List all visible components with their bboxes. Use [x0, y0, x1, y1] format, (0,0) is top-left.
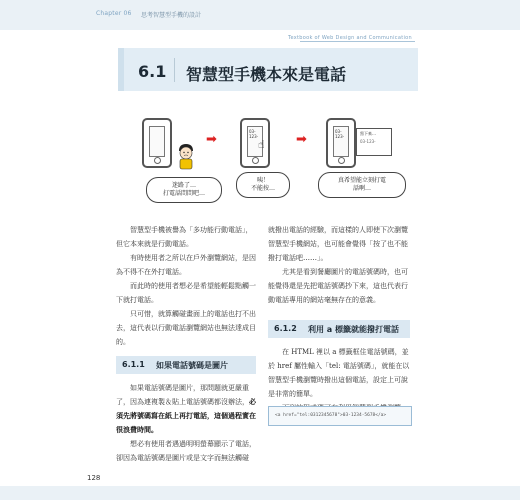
page-number: 128 — [87, 474, 101, 482]
phone-illustration-3 — [326, 118, 356, 168]
phone-illustration-2 — [240, 118, 270, 168]
paragraph: 只可惜，就算觸碰畫面上的電話也打不出去，這代表以行動電話瀏覽網站也無法達成目的。 — [116, 310, 256, 346]
paragraph: 想必有使用者遇過明明螢幕顯示了電話，卻因為電話號碼是圖片或是文字而無法觸碰 — [116, 440, 256, 462]
phone-illustration-1 — [142, 118, 172, 168]
paragraph: 就撥出電話的經驗，而這樣的人即使下次瀏覽智慧型手機網站，也可能會覺得「按了也不能撥打電話吧……」。 — [268, 226, 408, 262]
speech-bubble-2: 咦！ 不能按… — [236, 172, 290, 198]
paragraph — [116, 381, 256, 437]
code-sample: <a href="tel:0312345678">03-1234-5678</a> — [275, 413, 387, 418]
paragraph: 而此時的使用者想必是希望能輕鬆點觸一下就打電話。 — [116, 282, 256, 304]
chapter-label: Chapter 06 — [96, 10, 132, 17]
memo-popup — [356, 128, 392, 156]
hand-pointer-icon: ☝ — [258, 138, 265, 151]
book-title: Textbook of Web Design and Communication — [287, 35, 412, 41]
paragraph-bold-text: 必須先將號碼寫在紙上再打電話，這個過程實在很浪費時間。 — [116, 398, 256, 434]
speech-bubble-3: 真希望能立刻打電 話啊… — [318, 172, 406, 198]
subsection-title-2: 利用 a 標籤就能撥打電話 — [308, 325, 399, 334]
section-number: 6.1 — [138, 62, 167, 81]
subsection-number-2: 6.1.2 — [274, 324, 297, 333]
book-title-rule — [300, 41, 415, 42]
section-title-accent — [118, 48, 124, 91]
subsection-band-2 — [268, 320, 410, 338]
speech-bubble-1: 迷路了… 打電話問問吧… — [146, 177, 222, 203]
memo-popup-title: 寫下來… — [360, 131, 376, 136]
subsection-title-1: 如果電話號碼是圖片 — [156, 361, 228, 370]
chapter-title: 思考智慧型手機的設計 — [141, 12, 202, 19]
left-column-lower — [116, 381, 256, 465]
code-sample-box — [268, 406, 412, 426]
arrow-right-icon-2: ➡ — [296, 132, 307, 147]
paragraph-text: 如果電話號碼是圖片，那問題就更嚴重了，因為連複製＆貼上電話號碼都沒辦法， — [116, 384, 249, 406]
header-band — [0, 0, 520, 30]
phone-screen-text-2: 03-123- — [249, 129, 259, 139]
section-title-divider — [174, 58, 175, 82]
right-column — [268, 223, 410, 307]
person-illustration — [176, 142, 196, 170]
subsection-band-1 — [116, 356, 256, 374]
phone-screen-text-3: 03-123- — [335, 129, 345, 139]
paragraph: 智慧型手機被譽為「多功能行動電話」，但它本來就是行動電話。 — [116, 226, 253, 248]
left-column — [116, 223, 256, 349]
footer-band — [0, 486, 520, 500]
paragraph: 有時使用者之所以在戶外瀏覽網站，是因為不得不在外打電話。 — [116, 254, 256, 276]
subsection-number-1: 6.1.1 — [122, 360, 145, 369]
paragraph: 在 HTML 裡以 a 標籤框住電話號碼，並於 href 屬性輸入「tel: 電話號碼」，就能在以智慧型手機瀏覽時撥出這個電話，設定上可說是非常的簡單。 — [268, 348, 410, 398]
arrow-right-icon-1: ➡ — [206, 132, 217, 147]
paragraph: 尤其是看到餐廳圖片的電話號碼時，也可能覺得還是先把電話號碼抄下來，這也代表行動電話專用的網站毫無存在的意義。 — [268, 268, 408, 304]
section-title: 智慧型手機本來是電話 — [186, 65, 347, 84]
memo-popup-number: 03-123- — [360, 139, 376, 144]
